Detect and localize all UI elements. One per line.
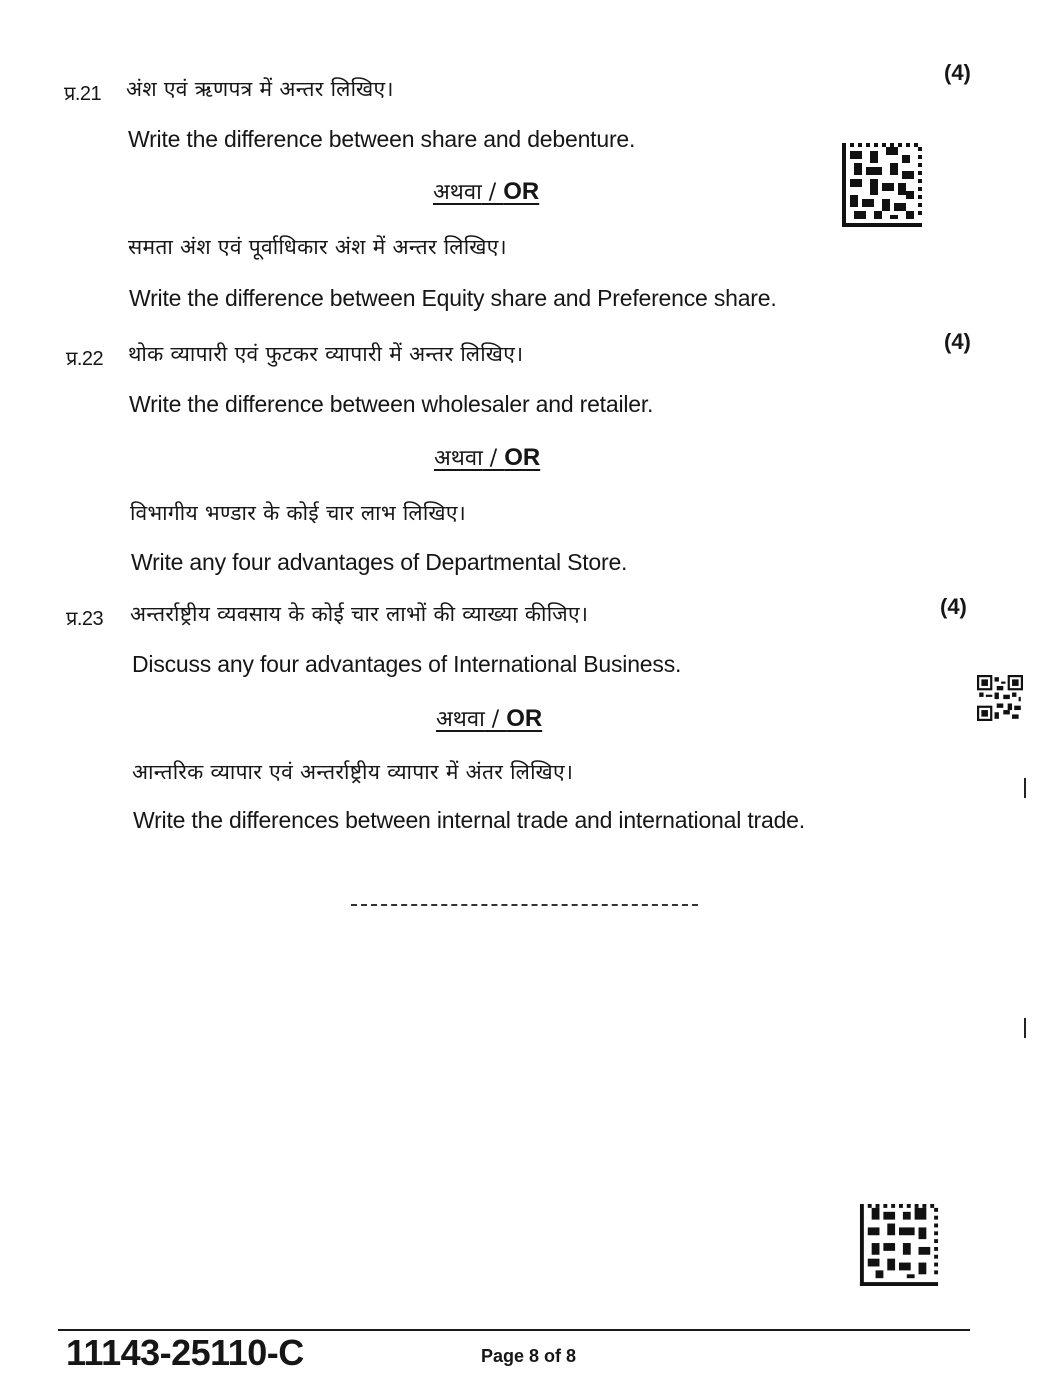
question-23-alt-hindi: आन्तरिक व्यापार एवं अन्तर्राष्ट्रीय व्यापार में अंतर लिखिए। — [132, 760, 574, 784]
question-22-number: प्र.22 — [66, 348, 104, 370]
page-number: Page 8 of 8 — [481, 1346, 577, 1366]
paper-code: 11143-25110-C — [66, 1332, 304, 1373]
footer-rule — [58, 1329, 970, 1331]
or-label-hindi: अथवा — [433, 180, 482, 205]
question-23-hindi: अन्तर्राष्ट्रीय व्यवसाय के कोई चार लाभों की व्याख्या कीजिए। — [130, 602, 589, 626]
question-21-english: Write the difference between share and debenture. — [128, 126, 636, 152]
question-23-or-divider: अथवा / OR — [436, 705, 543, 732]
question-21-marks: (4) — [944, 60, 971, 85]
question-21-hindi: अंश एवं ऋणपत्र में अन्तर लिखिए। — [126, 77, 394, 101]
question-22-alt-hindi: विभागीय भण्डार के कोई चार लाभ लिखिए। — [130, 501, 466, 525]
margin-mark — [1024, 778, 1026, 798]
question-21-alt-hindi: समता अंश एवं पूर्वाधिकार अंश में अन्तर लिखिए। — [128, 235, 507, 259]
question-21-number: प्र.21 — [64, 83, 102, 105]
question-22-alt-english: Write any four advantages of Departmental Store. — [131, 549, 628, 575]
datamatrix-code-icon — [842, 143, 922, 227]
question-23-english: Discuss any four advantages of International Business. — [132, 651, 682, 677]
question-23-alt-english: Write the differences between internal trade and international trade. — [133, 807, 805, 833]
or-label-english: OR — [503, 178, 540, 205]
datamatrix-code-icon — [859, 1204, 939, 1286]
question-21-alt-english: Write the difference between Equity share and Preference share. — [129, 285, 777, 311]
or-label-english: OR — [506, 705, 543, 732]
or-label-hindi: अथवा — [436, 707, 485, 732]
question-22-or-divider: अथवा / OR — [434, 444, 541, 471]
or-label-english: OR — [504, 444, 541, 471]
question-22-english: Write the difference between wholesaler and retailer. — [129, 391, 654, 417]
end-of-paper-separator — [351, 904, 698, 906]
question-23-marks: (4) — [940, 594, 967, 619]
question-22-hindi: थोक व्यापारी एवं फुटकर व्यापारी में अन्तर लिखिए। — [128, 342, 524, 366]
question-23-number: प्र.23 — [66, 608, 104, 630]
question-22-marks: (4) — [944, 329, 971, 354]
or-label-hindi: अथवा — [434, 446, 483, 471]
margin-mark — [1024, 1018, 1026, 1038]
question-21-or-divider: अथवा / OR — [433, 178, 540, 205]
qr-code-icon — [976, 675, 1024, 721]
